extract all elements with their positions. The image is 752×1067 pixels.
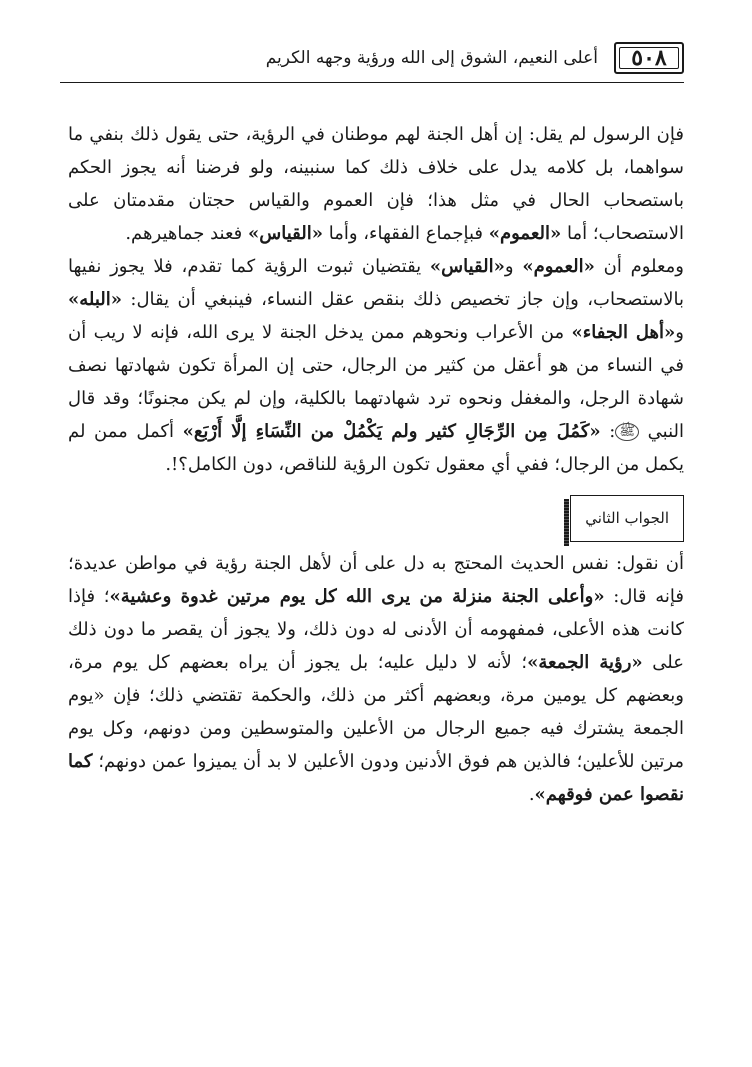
header-rule [60, 82, 684, 83]
paragraph-1-text: فعند جماهيرهم. [125, 223, 248, 244]
term-ahl-al-jafa: «أهل الجفاء» [571, 322, 676, 343]
term-qiyas: «القياس» [248, 223, 323, 244]
paragraph-3-text: ؛ لأنه لا دليل عليه؛ بل يجوز أن يراه بعضهم كل يوم مرة، وبعضهم كل يومين مرة، وبعضهم أكثر من ذلك، والحكمة تقتضي ذلك؛ فإن «يوم الجمعة يشترك فيه جميع الرجال من الأعلين والمتوسطين ومن دونهم، وكل يوم مرتين للأعلين؛ فالذين هم فوق الأدنين ودون الأعلين لا بد أن يميزوا عمن دونهم؛ [68, 652, 684, 772]
term-umum: «العموم» [488, 223, 562, 244]
paragraph-1-text: فبإجماع الفقهاء، وأما [322, 223, 489, 244]
page-header [60, 40, 684, 82]
hadith-quote: «وأعلى الجنة منزلة من يرى الله كل يوم مرتين غدوة وعشية» [109, 586, 605, 607]
page-number-frame [614, 42, 684, 74]
running-title: أعلى النعيم، الشوق إلى الله ورؤية وجهه الكريم [265, 48, 598, 68]
paragraph-3-text: أن نقول: نفس الحديث المحتج به دل على أن لأهل الجنة رؤية في مواطن عديدة؛ فإنه قال: [68, 553, 684, 607]
term-umum: «العموم» [522, 256, 595, 277]
quote-ending: كما نقصوا عمن فوقهم» [68, 751, 684, 805]
paragraph-2-text: و [504, 256, 523, 277]
page-body [68, 118, 684, 811]
page-number: ٥٠٨ [631, 45, 667, 71]
paragraph-2-text: و [675, 322, 684, 343]
paragraph-3-text: ؛ فإذا كانت هذه الأعلى، فمفهومه أن الأدنى له دون ذلك، ولا يجوز أن يقصر ما دون ذلك على [68, 586, 684, 673]
paragraph-3-text: . [528, 784, 535, 805]
paragraph-1-text: فإن الرسول لم يقل: إن أهل الجنة لهم موطنان في الرؤية، حتى يقول ذلك بنفي ما سواهما، بل كلامه يدل على خلاف ذلك كما سنبينه، ولو فرضنا أنه يجوز الحكم باستصحاب الحال في مثل هذا؛ فإن العموم والقياس حجتان مقدمتان على الاستصحاب؛ أما [68, 124, 684, 244]
paragraph-1 [68, 118, 684, 250]
paragraph-2-text: يقتضيان ثبوت الرؤية كما تقدم، فلا يجوز نفيها بالاستصحاب، وإن جاز تخصيص ذلك بنقص عقل النساء، فينبغي أن يقال: [68, 256, 684, 310]
paragraph-2-text: أكمل ممن لم يكمل من الرجال؛ ففي أي معقول تكون الرؤية للناقص، دون الكامل؟!. [68, 421, 684, 475]
salawat-glyph: ﷺ [615, 423, 639, 441]
paragraph-3 [68, 547, 684, 811]
paragraph-2-text: : [600, 421, 616, 442]
hadith-quote: «كَمُلَ مِن الرِّجَالِ كثير ولم يَكْمُلْ من النِّسَاءِ إلَّا أَرْبَع» [182, 421, 601, 442]
term-qiyas: «القياس» [429, 256, 505, 277]
term-ruyat-al-jumua: «رؤية الجمعة» [527, 652, 643, 673]
term-bulh: «البله» [68, 289, 123, 310]
section-heading-container [68, 495, 684, 535]
paragraph-2 [68, 250, 684, 481]
section-heading: الجواب الثاني [570, 495, 684, 542]
paragraph-2-text: ومعلوم أن [594, 256, 684, 277]
paragraph-2-text: من الأعراب ونحوهم ممن يدخل الجنة لا يرى الله، فإنه لا ريب أن في النساء من هو أعقل من كثير من الرجال، حتى إن المرأة تكون شهادتها نصف شهادة الرجل، والمغفل ونحوه ترد شهادتهما بالكلية، وإن لم يكن مجنونًا؛ وقد قال النبي [68, 322, 684, 442]
